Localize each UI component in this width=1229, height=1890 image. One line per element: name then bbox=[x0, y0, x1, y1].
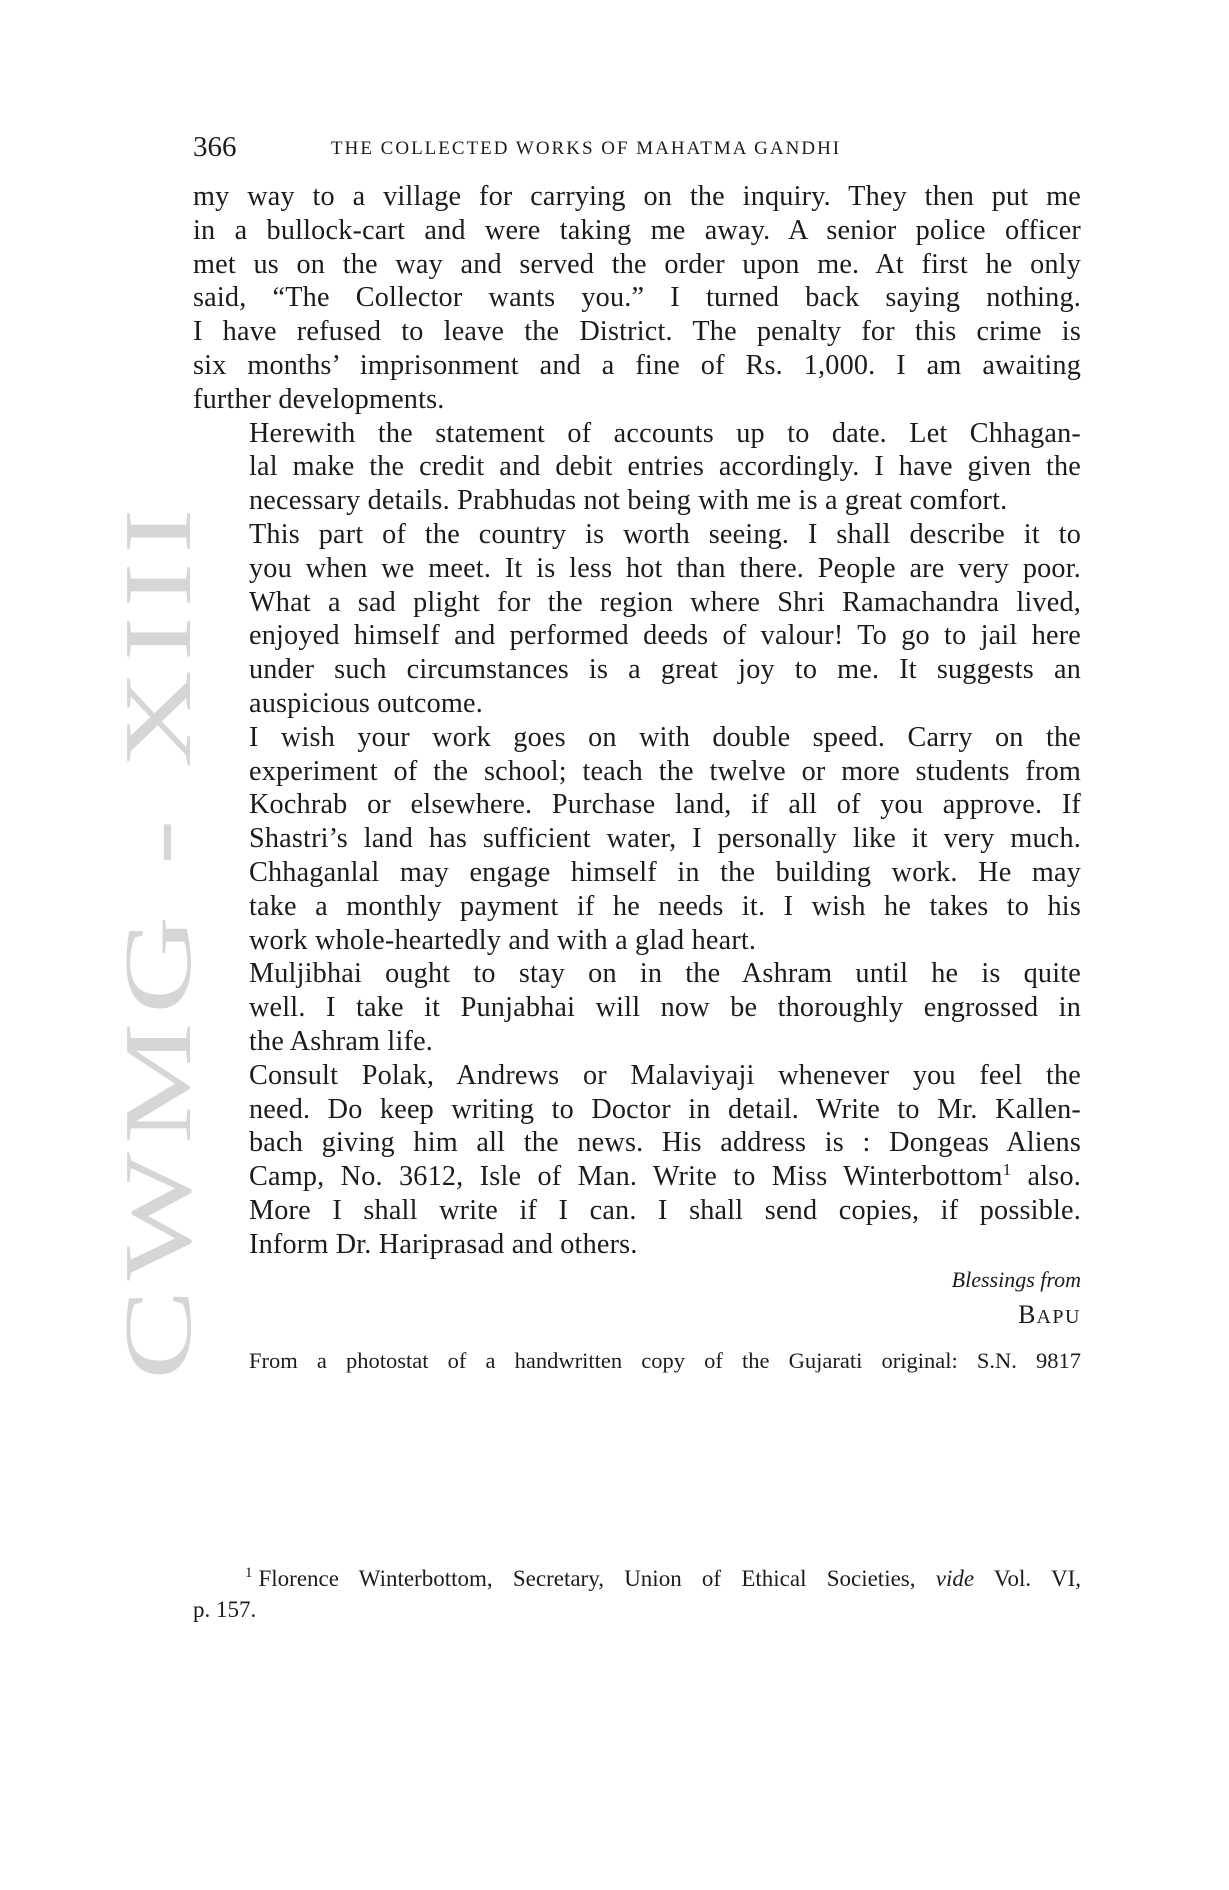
signature bbox=[952, 1295, 1081, 1337]
text-line: Consult Polak, Andrews or Malaviyaji whenever you feel the bbox=[249, 1059, 1081, 1091]
text-line: need. Do keep writing to Doctor in detail. Write to Mr. Kallen- bbox=[249, 1093, 1081, 1125]
text-line: you when we meet. It is less hot than there. People are very poor. bbox=[249, 552, 1081, 584]
footnote-line-1 bbox=[193, 1563, 1081, 1594]
text-line: work whole-heartedly and with a glad heart. bbox=[249, 924, 757, 956]
running-title: THE COLLECTED WORKS OF MAHATMA GANDHI bbox=[331, 138, 842, 159]
text-line: experiment of the school; teach the twelve or more students from bbox=[249, 755, 1081, 787]
text-line: take a monthly payment if he needs it. I wish he takes to his bbox=[249, 890, 1081, 922]
text-line: Herewith the statement of accounts up to date. Let Chhagan- bbox=[249, 417, 1081, 449]
text-line bbox=[193, 1160, 1081, 1194]
text-line: necessary details. Prabhudas not being with me is a great comfort. bbox=[249, 485, 1008, 517]
text-line-content: Camp, No. 3612, Isle of Man. Write to Miss Winterbottom bbox=[249, 1161, 1003, 1193]
paragraph bbox=[193, 518, 1081, 721]
source-note: From a photostat of a handwritten copy of the Gujarati original: S.N. 9817 bbox=[249, 1348, 1081, 1373]
text-line: said, “The Collector wants you.” I turned back saying nothing. bbox=[193, 282, 1081, 314]
paragraph bbox=[193, 180, 1081, 417]
paragraph bbox=[193, 1059, 1081, 1262]
footnote-mark: 1 bbox=[245, 1565, 253, 1581]
body-text bbox=[193, 180, 1081, 1262]
watermark-text: CWMG - XIII bbox=[104, 759, 211, 1380]
paragraph bbox=[193, 957, 1081, 1058]
text-line: bach giving him all the news. His address is : Dongeas Aliens bbox=[249, 1127, 1081, 1159]
text-line: my way to a village for carrying on the inquiry. They then put me bbox=[193, 181, 1081, 212]
text-line: Muljibhai ought to stay on in the Ashram until he is quite bbox=[249, 958, 1081, 990]
text-line: Chhaganlal may engage himself in the building work. He may bbox=[249, 856, 1081, 888]
text-line: Inform Dr. Hariprasad and others. bbox=[249, 1228, 638, 1260]
blessings-line: Blessings from bbox=[951, 1267, 1081, 1292]
text-line: further developments. bbox=[193, 383, 445, 415]
footnote-text-a: Florence Winterbottom, Secretary, Union of Ethical Societies, bbox=[258, 1566, 916, 1591]
text-line: enjoyed himself and performed deeds of valour! To go to jail here bbox=[249, 620, 1081, 652]
page-number: 366 bbox=[193, 131, 237, 163]
text-line: lal make the credit and debit entries accordingly. I have given the bbox=[249, 451, 1081, 483]
footnote bbox=[193, 1563, 1081, 1625]
text-line: I have refused to leave the District. The penalty for this crime is bbox=[193, 316, 1081, 348]
text-line: More I shall write if I can. I shall send copies, if possible. bbox=[249, 1194, 1081, 1226]
text-line: Kochrab or elsewhere. Purchase land, if all of you approve. If bbox=[249, 789, 1081, 821]
paragraph bbox=[193, 721, 1081, 958]
text-line: under such circumstances is a great joy to me. It suggests an bbox=[249, 654, 1081, 686]
text-line: auspicious outcome. bbox=[249, 687, 483, 719]
paragraph bbox=[193, 417, 1081, 518]
signature-initial: B bbox=[1018, 1300, 1037, 1329]
footnote-text-b: Vol. VI, bbox=[993, 1566, 1081, 1591]
text-line: met us on the way and served the order upon me. At first he only bbox=[193, 248, 1081, 280]
text-line: I wish your work goes on with double speed. Carry on the bbox=[249, 721, 1081, 753]
text-line: the Ashram life. bbox=[249, 1025, 434, 1057]
text-line: well. I take it Punjabhai will now be thoroughly engrossed in bbox=[249, 992, 1081, 1024]
running-head bbox=[193, 127, 1081, 167]
signature-rest: APU bbox=[1036, 1306, 1081, 1328]
text-line-tail: also. bbox=[1011, 1161, 1082, 1193]
text-line: What a sad plight for the region where Shri Ramachandra lived, bbox=[249, 586, 1081, 618]
footnote-reference: 1 bbox=[1002, 1160, 1012, 1180]
footnote-line-2: p. 157. bbox=[193, 1597, 257, 1622]
text-line: six months’ imprisonment and a fine of Rs. 1,000. I am awaiting bbox=[193, 349, 1081, 381]
text-line: in a bullock-cart and were taking me away. A senior police officer bbox=[193, 214, 1081, 246]
text-line: Shastri’s land has sufficient water, I personally like it very much. bbox=[249, 823, 1081, 855]
footnote-vide: vide bbox=[935, 1566, 975, 1591]
text-line: This part of the country is worth seeing. I shall describe it to bbox=[249, 518, 1081, 550]
signoff bbox=[952, 1265, 1081, 1337]
